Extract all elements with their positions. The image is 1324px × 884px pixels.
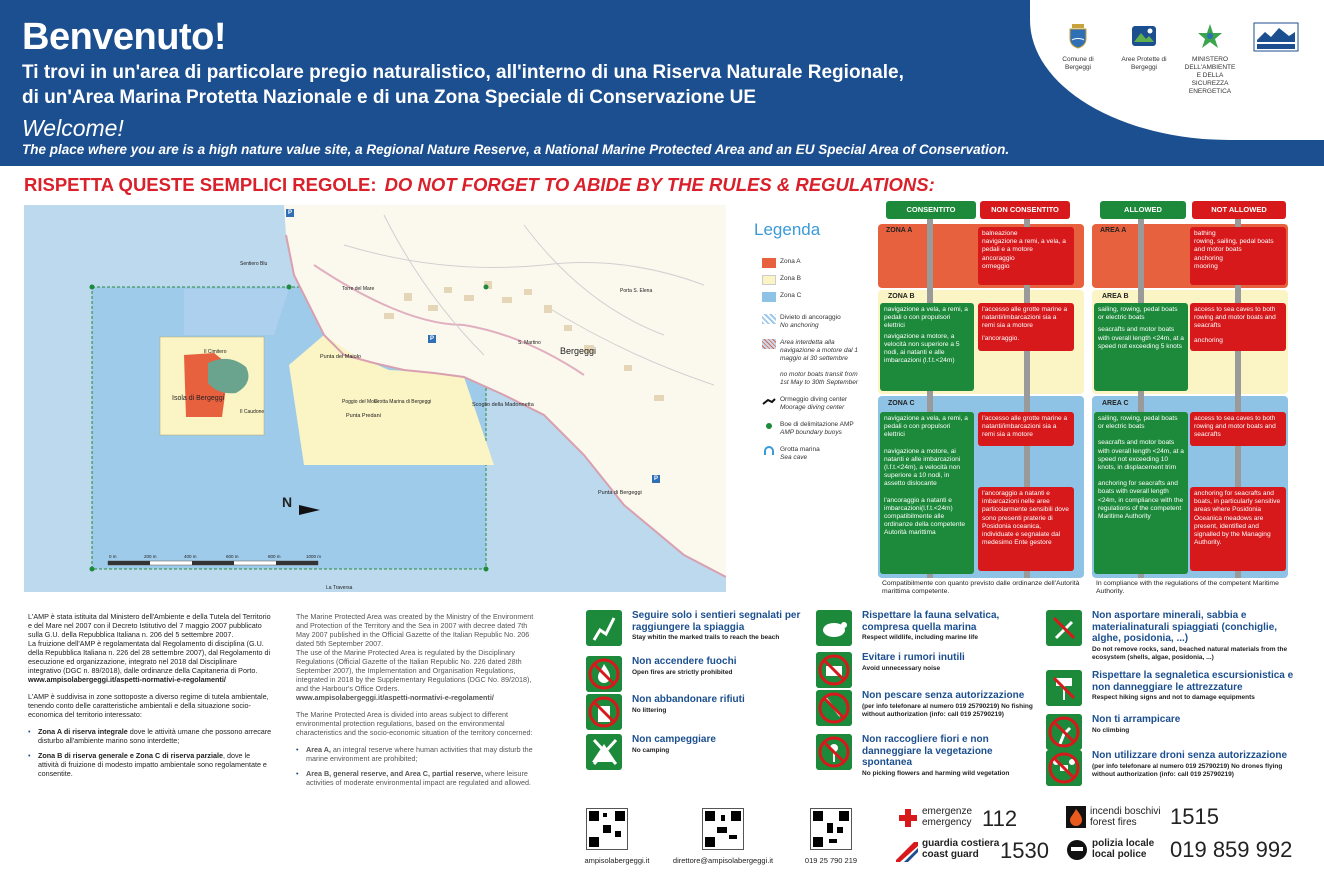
no-drones-icon	[1046, 750, 1082, 786]
area-a-not-allowed: bathing rowing, sailing, pedal boats and motor boats anchoring mooring	[1190, 227, 1286, 285]
legend-zona-c: Zona C	[754, 292, 864, 300]
zona-c-label: ZONA C	[888, 400, 915, 407]
welcome-title: Welcome!	[22, 115, 124, 141]
area-a-bullet: • Area A, an integral reserve where human activities that may disturb the marine environment are prohibited;	[296, 745, 540, 763]
zona-note-it: Compatibilmente con quanto previsto dalle ordinanze dell'Autorità marittima competente.	[882, 580, 1080, 595]
scale-600: 600 m	[226, 554, 239, 559]
area-c-allowed: sailing, rowing, pedal boats or electric boats seacrafts and motor boats with overall length <24m, at a speed not exceeding 10 knots, in displacement trim anchoring for seacrafts and boats with overall length <24m, in compliance with the regulations of the competent Maritime Authority	[1094, 412, 1188, 574]
emergency-1515: incendi boschivi forest fires 1515	[1066, 806, 1266, 834]
rules-heading: RISPETTA QUESTE SEMPLICI REGOLE: DO NOT FORGET TO ABIDE BY THE RULES & REGULATIONS:	[24, 174, 935, 195]
parking-icon: P	[430, 336, 435, 342]
natura2000-logo	[1248, 22, 1304, 58]
diver-icon	[762, 396, 776, 406]
no-climbing-icon	[1046, 714, 1082, 750]
zona-b-not-allowed: l'accesso alle grotte marine a natanti/imbarcazioni sia a remi sia a motore l'ancoraggio.	[978, 303, 1074, 351]
aree-protette-logo: Aree Protette di Bergeggi	[1116, 22, 1172, 72]
legend-no-motor: Area interdetta alla navigazione a motore dal 1 maggio al 30 settembre no motor boats transit from 1st May to 30th September	[754, 339, 864, 387]
zona-bc-bullet: • Zona B di riserva generale e Zona C di riserva parziale, dove le attività di fruizione di modesto impatto ambientale sono regolamentate e consentite.	[28, 751, 272, 778]
page-title: Benvenuto!	[22, 16, 226, 58]
emergency-number[interactable]: 019 859 992	[1170, 837, 1293, 862]
subtitle-line-1: Ti trovi in un'area di particolare pregio naturalistico, all'interno di una Riserva Naturale Regionale,	[22, 62, 904, 83]
header-banner	[0, 0, 1324, 166]
wildlife-icon	[816, 610, 852, 646]
map-label-torre: Torre del Mare	[342, 286, 375, 292]
scale-1000: 1000 m	[306, 554, 322, 559]
map-label-sentiero-blu: Sentiero Blu	[240, 261, 268, 267]
amp-map	[24, 205, 726, 592]
parking-icon: P	[654, 476, 659, 482]
map-label-maiolo: Punta del Maiolo	[320, 354, 361, 360]
zona-a-not-allowed: balneazione navigazione a remi, a vela, a pedali e a motore ancoraggio ormeggio	[978, 227, 1074, 285]
logo-group	[1050, 22, 1310, 95]
map-label-punta-bergeggi: Punta di Bergeggi	[598, 490, 642, 496]
area-c-not-allowed-2: anchoring for seacrafts and boats, in particularly sensitive areas where Posidonia Oceanica meadows are present, identified and signalled by the Managing Authority.	[1190, 487, 1286, 571]
legend-diving: Ormeggio diving center Moorage diving center	[754, 396, 864, 412]
scale-200: 200 m	[144, 554, 157, 559]
police-icon	[1066, 838, 1088, 862]
map-label-cimitero: Il Cimitero	[204, 349, 227, 355]
intro-text-en: The Marine Protected Area was created by the Ministry of the Environment and Protection of the Territory and the Sea in 2007 with decree dated 7th May 2007 published in the Official Gazette of the Italian Republic No. 206 dated 5th September 2007. The use of the Marine Protected Area is regulated by the Disciplinary Regulations (Official Gazette of the Italian Republic No. 226 dated 28th September 2007), the Implementation and Organisation Regulations, integrated in 2018 by the Supplementary Regulations (DGC No. 89/2018), and the Harbour's Office Orders. www.ampisolabergeggi.it/aspetti-normativi-e-regolamenti/ The Marine Protected Area is divided into areas subject to different environmental protection regulations, based on the environmental characteristics and the socio-economic situation of the territory concerned: • Area A, an integral reserve where human activities that may disturb the marine environment are prohibited; • Area B, general reserve, and Area C, partial reserve, where leisure activities of moderate environmental impact are regulated and allowed.	[296, 612, 540, 793]
zona-note-en: In compliance with the regulations of the competent Maritime Authority.	[1096, 580, 1279, 595]
header-allowed: ALLOWED	[1100, 201, 1186, 219]
link-regolamenti[interactable]: www.ampisolabergeggi.it/aspetti-normativi-e-regolamenti/	[28, 675, 226, 684]
qr-phone-caption: 019 25 790 219	[804, 856, 858, 865]
area-c-not-allowed-1: access to sea caves to both rowing and motor boats and seacrafts	[1190, 412, 1286, 446]
map-label-grotta: Grotta Marina di Bergeggi	[374, 399, 432, 405]
no-removing-materials-icon	[1046, 610, 1082, 646]
map-label-traversa: La Traversa	[326, 585, 353, 591]
map-label-poggio: Poggio del Molo	[342, 399, 378, 405]
natura-2000-icon	[1253, 22, 1299, 52]
legend-no-anchoring: Divieto di ancoraggio No anchoring	[754, 314, 864, 330]
legend-zona-b: Zona B	[754, 275, 864, 283]
qr-code-icon	[703, 809, 743, 849]
header-not-allowed: NOT ALLOWED	[1192, 201, 1286, 219]
zona-b-label: ZONA B	[888, 293, 915, 300]
area-b-allowed: sailing, rowing, pedal boats or electric boats seacrafts and motor boats with overall length <24m, at a speed not exceeding 5 knots	[1094, 303, 1188, 391]
map-label-martino: S. Martino	[518, 340, 541, 346]
legend-title: Legenda	[754, 220, 821, 239]
area-b-not-allowed: access to sea caves to both rowing and motor boats and seacrafts anchoring	[1190, 303, 1286, 351]
header-consentito: CONSENTITO	[886, 201, 976, 219]
intro-text-it: L'AMP è stata istituita dal Ministero dell'Ambiente e della Tutela del Territorio e del Mare nel 2007 con il Decreto Istitutivo del 7 maggio 2007 pubblicato sulla G.U. della Repubblica Italiana n. 206 del 5 settembre 2007. La fruizione dell'AMP è regolamentata dal Regolamento di disciplina (G.U. della Repubblica Italiana n. 226 del 28 settembre 2007), dal Regolamento di esecuzione ed organizzazione, integrato nel 2018 dal Disciplinare integrativo (DGC n. 89/2018), dalle ordinanze della Capitaneria di Porto. www.ampisolabergeggi.it/aspetti-normativi-e-regolamenti/ L'AMP è suddivisa in zone sottoposte a diverso regime di tutela ambientale, tenendo conto delle caratteristiche ambientali e della situazione socio-economica del territorio interessato: • Zona A di riserva integrale dove le attività umane che possono arrecare disturbo all'ambiente marino sono interdette; • Zona B di riserva generale e Zona C di riserva parziale, dove le attività di fruizione di modesto impatto ambientale sono regolamentate e consentite.	[28, 612, 272, 784]
no-camping-icon	[586, 734, 622, 770]
emergency-1530: guardia costiera coast guard 1530	[894, 838, 1064, 866]
qr-code-icon	[587, 809, 627, 849]
coast-guard-icon	[894, 840, 918, 862]
comune-crest-icon	[1064, 22, 1092, 50]
qr-website[interactable]	[586, 808, 628, 850]
page-subtitle	[22, 60, 1032, 110]
welcome-text: The place where you are is a high nature value site, a Regional Nature Reserve, a National Marine Protected Area and an EU Special Area of Conservation.	[22, 142, 1010, 157]
map-label-bergeggi: Bergeggi	[560, 346, 597, 356]
area-b-label: AREA B	[1102, 293, 1129, 300]
map-legend	[754, 220, 864, 471]
hiking-signs-icon	[1046, 670, 1082, 706]
marked-trail-icon	[586, 610, 622, 646]
qr-phone[interactable]	[810, 808, 852, 850]
sea-cave-icon	[762, 446, 776, 456]
link-regulations[interactable]: www.ampisolabergeggi.it/aspetti-normativi-e-regolamenti/	[296, 693, 494, 702]
subtitle-line-2: di un'Area Marina Protetta Nazionale e di una Zona Speciale di Conservazione UE	[22, 87, 757, 108]
emergency-number[interactable]: 1515	[1170, 804, 1219, 829]
emergency-112: emergenze emergency 112	[898, 806, 1058, 834]
no-fishing-icon	[816, 690, 852, 726]
area-bc-bullet: • Area B, general reserve, and Area C, partial reserve, where leisure activities of moderate environmental impact are regulated and allowed.	[296, 769, 540, 787]
legend-sea-cave: Grotta marina Sea cave	[754, 446, 864, 462]
comune-logo: Comune di Bergeggi	[1050, 22, 1106, 72]
area-c-label: AREA C	[1102, 400, 1129, 407]
legend-zona-a: Zona A	[754, 258, 864, 266]
fire-icon	[1066, 806, 1086, 828]
red-cross-icon	[898, 808, 918, 828]
poster: Benvenuto! Ti trovi in un'area di particolare pregio naturalistico, all'interno di una Riserva Naturale Regionale, di un'Area Marina Protetta Nazionale e di una Zona Speciale di Conservazione UE Welcome! The place where you are is a high nature value site, a Regional Nature Reserve, a National Marine Protected Area and an EU Special Area of Conservation. Comune di Bergeggi Aree Protette di Bergeggi MINISTERO DELL'AMBIENTE E DELLA SICUREZZA ENERGETICA RISPETTA QUESTE SEMPLICI REGOLE: DO NOT FORGET TO ABIDE BY THE RULES & REGULATIONS: Isola di Bergeggi Bergeggi Punta del Maiolo Punta Predani Scoglio della Madonnetta Punta di Bergeggi Sentiero Blu Il Cimitero Il Caudone La Traversa Grotta Marina di Bergeggi Torre del Mare Poggio del Molo Porta S. Elena S. Martino N 0 m 200 m 400 m 600 m 800 m 1000 m P P P Legenda Zona A Zona B Zona C Divieto di ancoraggio No anchoring Area interdetta alla navigazione a motore dal 1 maggio al 30 settembre no motor boats transit from 1st May to 30th September Ormeggio diving center Moorage diving center Boe di delimitazione AMP AMP boundary buoys Grotta marina Sea cave CONSENTITO NON CONSENTITO ZONA A balneazione navigazione a remi, a vela, a pedali e a motore ancoraggio ormeggio ZONA B navigazione a vela, a remi, a pedali o con propulsori elettrici navigazione a motore, a velocità non superiore a 5 nodi, ai natanti e alle imbarcazioni (l.f.t.<24m) l'accesso alle grotte marine a natanti/imbarcazioni sia a remi sia a motore l'ancoraggio. ZONA C navigazione a vela, a remi, a pedali o con propulsori elettrici navigazione a motore, ai natanti e alle imbarcazioni (l.f.t.<24m), a velocità non superiore a 10 nodi, in assetto dislocante l'ancoraggio a natanti e imbarcazioni(l.f.t.<24m) compatibilmente alle ordinanze della competente Autorità marittima l'accesso alle grotte marine a natanti/imbarcazioni sia a remi sia a motore l'ancoraggio a natanti e imbarcazioni nelle aree particolarmente sensibili dove sono presenti praterie di Posidonia oceanica, individuate e segnalate dal medesimo Ente gestore Compatibilmente con quanto previsto dalle ordinanze dell'Autorità marittima competente. ALLOWED NOT ALLOWED AREA A bathing rowing, sailing, pedal boats and motor boats anchoring mooring AREA B sailing, rowing, pedal boats or electric boats seacrafts and motor boats with overall length <24m, at a speed not exceeding 5 knots access to sea caves to both rowing and motor boats and seacrafts anchoring AREA C sailing, rowing, pedal boats or electric boats seacrafts and motor boats with overall length <24m, at a speed not exceeding 10 knots, in displacement trim anchoring for seacrafts and boats with overall length <24m, in compliance with the regulations of the competent Maritime Authority access to sea caves to both rowing and motor boats and seacrafts anchoring for seacrafts and boats, in particularly sensitive areas where Posidonia Oceanica meadows are present, identified and signalled by the Managing Authority. In compliance with the regulations of the competent Maritime Authority. L'AMP è stata istituita dal Ministero dell'Ambiente e della Tutela del Territorio e del Mare nel 2007 con il Decreto Istitutivo del 7 maggio 2007 pubblicato sulla G.U. della Repubblica Italiana n. 206 del 5 settembre 2007. La fruizione dell'AMP è regolamentata dal Regolamento di disciplina (G.U. della Repubblica Italiana n. 226 del 28 settembre 2007), dal Regolamento di esecuzione ed organizzazione, integrato nel 2018 dal Disciplinare integrativo (DGC n. 89/2018), dalle ordinanze della Capitaneria di Porto. www.ampisolabergeggi.it/aspetti-normativi-e-regolamenti/ L'AMP è suddivisa in zone sottoposte a diverso regime di tutela ambientale, tenendo conto delle caratteristiche ambientali e della situazione socio-economica del territorio interessato: • Zona A di riserva integrale dove le attività umane che possono arrecare disturbo all'ambiente marino sono interdette; • Zona B di riserva generale e Zona C di riserva parziale, dove le attività di fruizione di modesto impatto ambientale sono regolamentate e consentite. The Marine Protected Area was created by the Ministry of the Environment and Protection of the Territory and the Sea in 2007 with decree dated 7th May 2007 published in the Official Gazette of the Italian Republic No. 206 dated 5th September 2007. The use of the Marine Protected Area is regulated by the Disciplinary Regulations (Official Gazette of the Italian Republic No. 226 dated 28th September 2007), the Implementation and Organisation Regulations, integrated in 2018 by the Supplementary Regulations (DGC No. 89/2018), and the Harbour's Office Orders. www.ampisolabergeggi.it/aspetti-normativi-e-regolamenti/ The Marine Protected Area is divided into areas subject to different environmental protection regulations, based on the environmental characteristics and the socio-economic situation of the territory concerned: • Area A, an integral reserve where human activities that may disturb the marine environment are prohibited; • Area B, general reserve, and Area C, partial reserve, where leisure activities of moderate environmental impact are regulated and allowed. Seguire solo i sentieri segnalati per raggiungere la spiaggia Stay whitin the marked trails to reach the beach Non accendere fuochi Open fires are strictly prohibited Non abbandonare rifiuti No littering Non campeggiare No camping Rispettare la fauna selvatica, compresa quella marina Respect wildlife, including marine life Evitare i rumori inutili Avoid unnecessary noise Non pescare senza autorizzazione (per info telefonare al numero 019 25790219) No fishing without authorization (info: call 019 25790219) Non raccogliere fiori e non danneggiare la vegetazione spontanea No picking flowers and harming wild vegetation Non asportare minerali, sabbia e materialinaturali spiaggiati (conchiglie, alghe, posidonia, ...) Do not remove rocks, sand, beached natural materials from the ecosystem (shells, algae, posidonia, ...) Rispettare la segnaletica escursionistica e non danneggiare le attrezzature Respect hiking signs and not to damage equipments Non ti arrampicare No climbing Non utilizzare droni senza autorizzazione (per info telefonare al numero 019 25790219) No drones flying without authorization (info: call 019 25790219) ampisolabergeggi.it direttore@ampisolabergeggi.it 019 25 790 219 emergenze emergency 112 incendi boschivi forest fires 1515 guardia costiera coast guard 1530 polizia locale local police 019 859 992	[0, 0, 1324, 884]
qr-email-caption: direttore@ampisolabergeggi.it	[672, 856, 774, 865]
parking-icon: P	[288, 210, 293, 216]
area-a-label: AREA A	[1100, 227, 1127, 234]
map-label-madonnetta: Scoglio della Madonnetta	[472, 402, 534, 408]
no-picking-flowers-icon	[816, 734, 852, 770]
no-littering-icon	[586, 694, 622, 730]
header-non-consentito: NON CONSENTITO	[980, 201, 1070, 219]
ministero-star-icon	[1196, 22, 1224, 50]
scale-400: 400 m	[184, 554, 197, 559]
zona-a-label: ZONA A	[886, 227, 913, 234]
map-label-porta: Porta S. Elena	[620, 288, 653, 294]
no-noise-icon	[816, 652, 852, 688]
zona-b-allowed: navigazione a vela, a remi, a pedali o con propulsori elettrici navigazione a motore, a velocità non superiore a 5 nodi, ai natanti e alle imbarcazioni (l.f.t.<24m)	[880, 303, 974, 391]
zona-c-allowed: navigazione a vela, a remi, a pedali o con propulsori elettrici navigazione a motore, ai natanti e alle imbarcazioni (l.f.t.<24m), a velocità non superiore a 10 nodi, in assetto dislocante l'ancoraggio a natanti e imbarcazioni(l.f.t.<24m) compatibilmente alle ordinanze della competente Autorità marittima	[880, 412, 974, 574]
emergency-police: polizia locale local police 019 859 992	[1066, 838, 1296, 866]
no-fire-icon	[586, 656, 622, 692]
buoy-icon	[762, 421, 776, 431]
north-label: N	[282, 494, 293, 510]
qr-code-icon	[811, 809, 851, 849]
legend-buoys: Boe di delimitazione AMP AMP boundary buoys	[754, 421, 864, 437]
map-label-caudone: Il Caudone	[240, 409, 265, 415]
map-label-predani: Punta Predani	[346, 413, 381, 419]
zona-a-bullet: • Zona A di riserva integrale dove le attività umane che possono arrecare disturbo all'ambiente marino sono interdette;	[28, 727, 272, 745]
ministero-logo: MINISTERO DELL'AMBIENTE E DELLA SICUREZZA ENERGETICA	[1182, 22, 1238, 96]
map-label-isola: Isola di Bergeggi	[172, 395, 225, 402]
zona-c-not-allowed-1: l'accesso alle grotte marine a natanti/imbarcazioni sia a remi sia a motore	[978, 412, 1074, 446]
emergency-number[interactable]: 1530	[1000, 838, 1049, 863]
emergency-number[interactable]: 112	[982, 806, 1018, 831]
qr-website-caption: ampisolabergeggi.it	[584, 856, 650, 865]
zona-c-not-allowed-2: l'ancoraggio a natanti e imbarcazioni nelle aree particolarmente sensibili dove sono presenti praterie di Posidonia oceanica, individuate e segnalate dal medesimo Ente gestore	[978, 487, 1074, 571]
qr-email[interactable]	[702, 808, 744, 850]
scale-0: 0 m	[109, 554, 117, 559]
aree-protette-icon	[1130, 22, 1158, 50]
scale-800: 800 m	[268, 554, 281, 559]
